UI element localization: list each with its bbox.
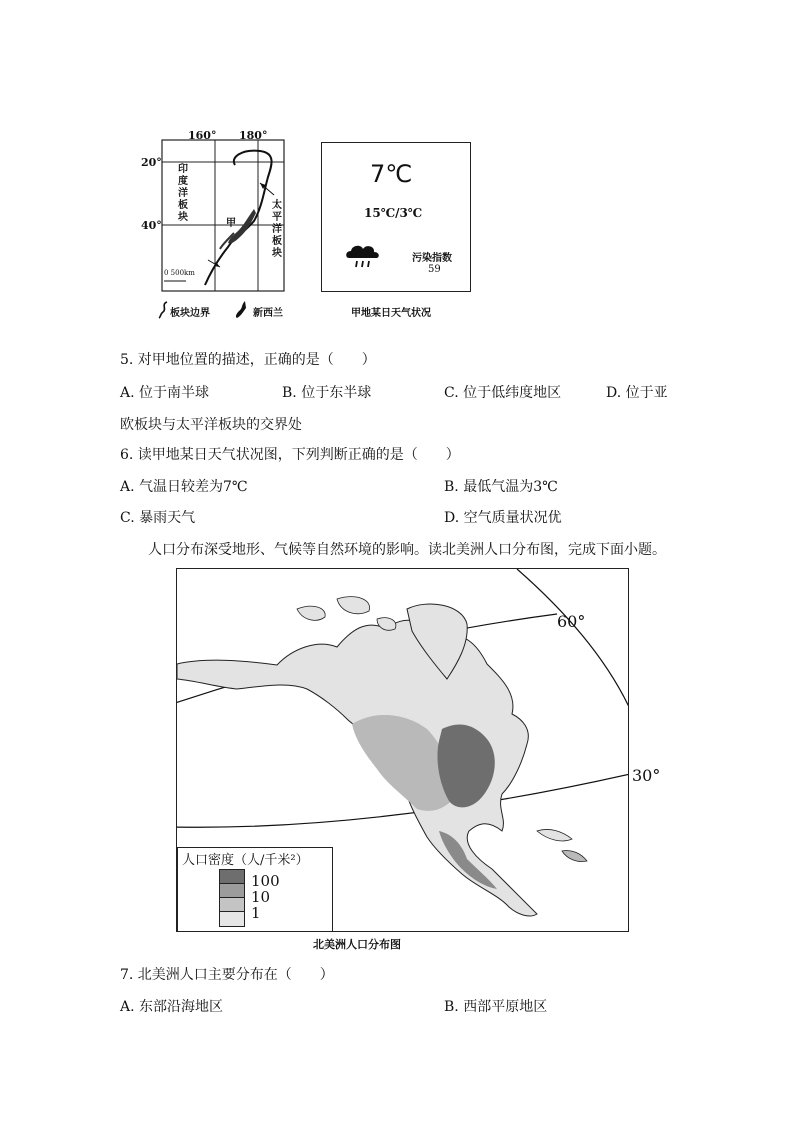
legend-value-1: 1 — [251, 904, 261, 922]
legend-value-10: 10 — [251, 888, 271, 906]
lat-label-20: 20° — [141, 156, 162, 169]
new-zealand-legend-icon — [233, 300, 249, 320]
rain-cloud-icon — [343, 240, 383, 272]
q6-stem: 6. 读甲地某日天气状况图，下列判断正确的是（ ） — [120, 447, 460, 463]
q5-stem: 5. 对甲地位置的描述，正确的是（ ） — [120, 352, 376, 368]
q5-option-d[interactable]: D. 位于亚 — [606, 385, 668, 401]
legend-swatch-0 — [219, 911, 245, 927]
q7-option-b[interactable]: B. 西部平原地区 — [444, 999, 548, 1015]
map-lat-60-label: 60° — [557, 612, 586, 631]
lat-label-40: 40° — [141, 219, 162, 232]
q7-option-a[interactable]: A. 东部沿海地区 — [120, 999, 224, 1015]
pollution-label: 污染指数 — [412, 253, 452, 264]
legend-title: 人口密度（人/千米²） — [182, 853, 309, 868]
weather-caption: 甲地某日天气状况 — [351, 308, 431, 319]
q6-option-a[interactable]: A. 气温日较差为7℃ — [120, 479, 248, 495]
map-caption: 北美洲人口分布图 — [313, 938, 401, 951]
map-lat-30-label: 30° — [632, 766, 661, 785]
weather-range: 15℃/3℃ — [364, 206, 423, 220]
intro-paragraph: 人口分布深受地形、气候等自然环境的影响。读北美洲人口分布图，完成下面小题。 — [148, 542, 666, 558]
q6-option-c[interactable]: C. 暴雨天气 — [120, 510, 196, 526]
place-jia-label: 甲 — [226, 218, 236, 229]
q6-option-d[interactable]: D. 空气质量状况优 — [444, 510, 562, 526]
legend-value-100: 100 — [251, 872, 280, 890]
pollution-value: 59 — [428, 264, 441, 275]
q6-option-b[interactable]: B. 最低气温为3℃ — [444, 479, 558, 495]
lon-label-160: 160° — [188, 129, 217, 142]
lon-label-180: 180° — [239, 129, 268, 142]
q5-option-b[interactable]: B. 位于东半球 — [282, 385, 372, 401]
q5-option-a[interactable]: A. 位于南半球 — [120, 385, 210, 401]
indian-plate-label: 印 度 洋 板 块 — [178, 164, 188, 223]
legend-nz-text: 新西兰 — [253, 308, 283, 319]
legend-boundary-text: 板块边界 — [170, 308, 210, 319]
q5-option-c[interactable]: C. 位于低纬度地区 — [444, 385, 562, 401]
q5-option-d-cont: 欧板块与太平洋板块的交界处 — [120, 417, 302, 433]
scale-label: 0 500km — [164, 269, 195, 277]
q7-stem: 7. 北美洲人口主要分布在（ ） — [120, 967, 334, 983]
weather-temp: 7℃ — [370, 160, 413, 188]
boundary-legend-icon — [157, 301, 171, 319]
pacific-plate-label: 太 平 洋 板 块 — [272, 200, 282, 259]
